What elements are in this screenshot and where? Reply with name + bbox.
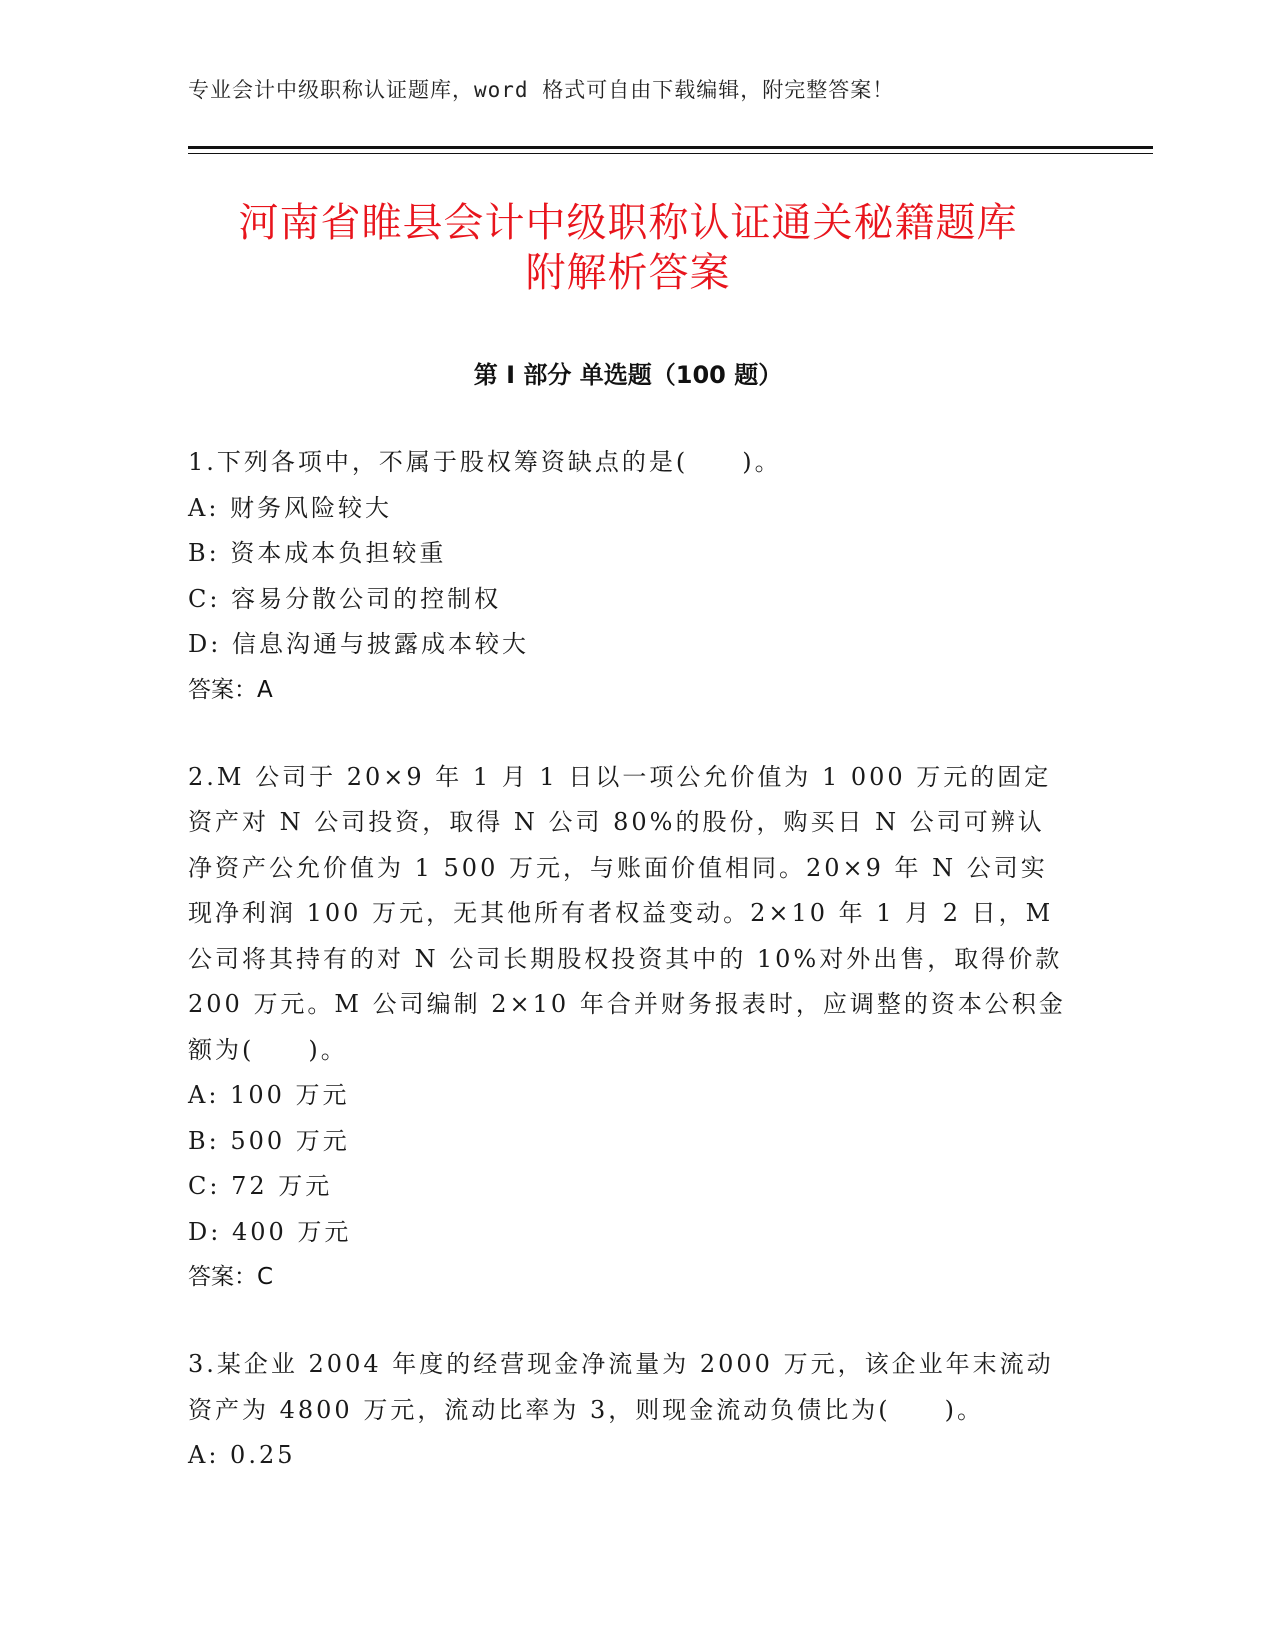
page-header: 专业会计中级职称认证题库，word 格式可自由下载编辑，附完整答案！: [188, 78, 895, 102]
question-stem: 2.M 公司于 20×9 年 1 月 1 日以一项公允价值为 1 000 万元的固定资产对 N 公司投资，取得 N 公司 80%的股份，购买日 N 公司可辨认净资产公允价值为 1 500 万元，与账面价值相同。20×9 年 N 公司实现净利润 100 万元，无其他所有者权益变动。2×10 年 1 月 2 日，M 公司将其持有的对 N 公司长期股权投资其中的 10%对外出售，取得价款 200 万元。M 公司编制 2×10 年合并财务报表时，应调整的资本公积金额为( )。: [188, 762, 1066, 1064]
option-b: B: 资本成本负担较重: [188, 539, 447, 567]
document-title-line-1: 河南省睢县会计中级职称认证通关秘籍题库: [238, 200, 1018, 246]
option-d: D: 信息沟通与披露成本较大: [188, 630, 529, 658]
document-title: [188, 198, 1068, 298]
option-d: D: 400 万元: [188, 1217, 352, 1246]
document-title-line-2: 附解析答案: [525, 250, 731, 296]
option-a: A: 100 万元: [188, 1081, 350, 1109]
question-list: [188, 440, 1068, 1521]
option-c: C: 72 万元: [188, 1172, 333, 1200]
question-1: [188, 440, 1068, 713]
question-2: [188, 755, 1068, 1301]
option-c: C: 容易分散公司的控制权: [188, 584, 502, 613]
answer: 答案：A: [188, 676, 273, 703]
option-b: B: 500 万元: [188, 1126, 350, 1155]
header-divider-thin: [188, 153, 1153, 154]
question-stem: 3.某企业 2004 年度的经营现金净流量为 2000 万元，该企业年末流动资产为 4800 万元，流动比率为 3，则现金流动负债比为( )。: [188, 1350, 1054, 1424]
section-heading: 第 I 部分 单选题（100 题）: [473, 361, 783, 389]
question-stem: 1.下列各项中，不属于股权筹资缺点的是( )。: [188, 448, 782, 476]
question-3: [188, 1342, 1068, 1479]
answer: 答案：C: [188, 1264, 274, 1290]
option-a: A: 财务风险较大: [188, 493, 393, 522]
option-a: A: 0.25: [188, 1441, 296, 1469]
header-divider-thick: [188, 146, 1153, 149]
